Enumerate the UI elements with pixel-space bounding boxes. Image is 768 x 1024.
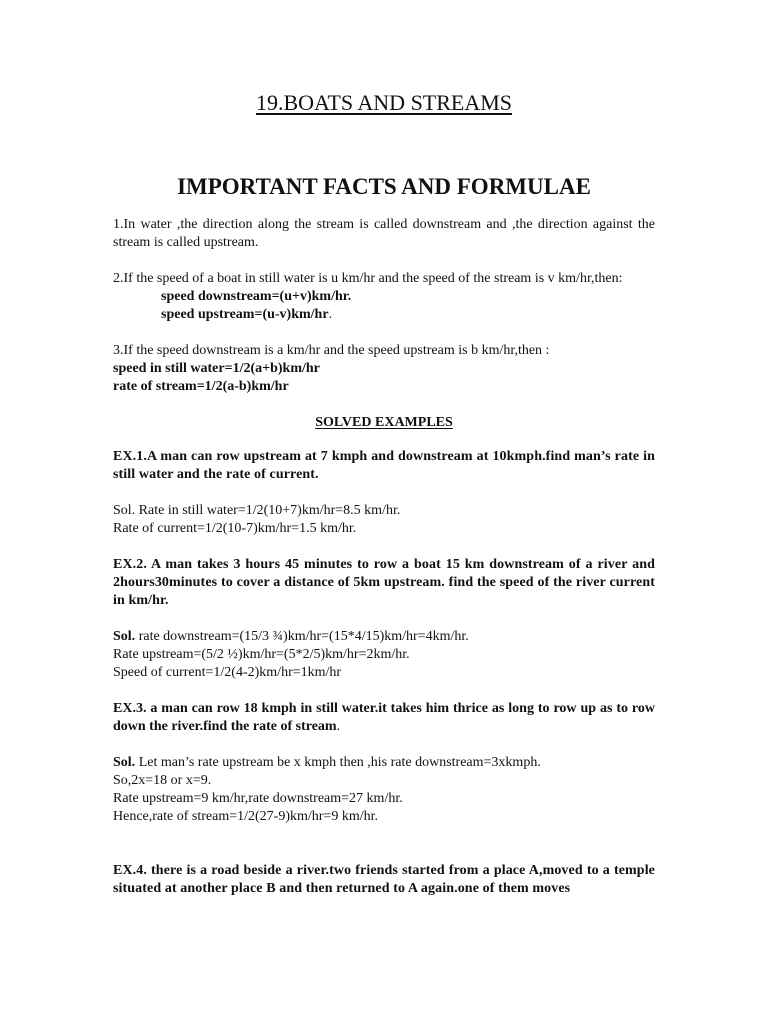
example-3-question-period: . [336,719,341,734]
example-3-solution-line-2: So,2x=18 or x=9. [113,773,212,788]
example-2-solution-line-3: Speed of current=1/2(4-2)km/hr=1km/hr [113,665,342,680]
example-3-question [113,700,655,736]
example-4-question: EX.4. there is a road beside a river.two friends started from a place A,moved to a temple situated at another place B and then returned to A again.one of them moves [113,863,655,896]
example-2-solution-line-2: Rate upstream=(5/2 ½)km/hr=(5*2/5)km/hr=2km/hr. [113,647,410,662]
example-2-sol-text: rate downstream=(15/3 ¾)km/hr=(15*4/15)km/hr=4km/hr. [135,629,469,644]
fact-2-downstream-formula: speed downstream=(u+v)km/hr. [161,289,352,304]
example-2-sol-label: Sol. [113,629,136,644]
fact-3-stream-formula: rate of stream=1/2(a-b)km/hr [113,379,289,394]
solved-examples-heading: SOLVED EXAMPLES [315,415,453,430]
example-3-solution-line-4: Hence,rate of stream=1/2(27-9)km/hr=9 km/hr. [113,809,378,824]
fact-2-upstream-formula [113,306,655,324]
example-3-sol-label: Sol. [113,755,136,770]
chapter-title: 19.BOATS AND STREAMS [255,90,513,115]
fact-1: 1.In water ,the direction along the stream is called downstream and ,the direction against the stream is called upstream. [113,217,655,250]
example-3-solution-line-3: Rate upstream=9 km/hr,rate downstream=27 km/hr. [113,791,403,806]
fact-2-intro: 2.If the speed of a boat in still water is u km/hr and the speed of the stream is v km/hr,then: [113,271,623,286]
example-1-solution-line-1: Sol. Rate in still water=1/2(10+7)km/hr=8.5 km/hr. [113,503,401,518]
fact-2-upstream-text: speed upstream=(u-v)km/hr [161,307,329,322]
fact-3-intro: 3.If the speed downstream is a km/hr and the speed upstream is b km/hr,then : [113,343,550,358]
fact-3-still-water-formula: speed in still water=1/2(a+b)km/hr [113,361,320,376]
example-2-question: EX.2. A man takes 3 hours 45 minutes to row a boat 15 km downstream of a river and 2hours30minutes to cover a distance of 5km upstream. find the speed of the river current in km/hr. [113,557,655,608]
section-title: IMPORTANT FACTS AND FORMULAE [177,174,591,199]
example-1-question: EX.1.A man can row upstream at 7 kmph and downstream at 10kmph.find man’s rate in still water and the rate of current. [113,449,655,482]
example-1-solution-line-2: Rate of current=1/2(10-7)km/hr=1.5 km/hr. [113,521,357,536]
document-body [113,216,655,898]
example-3-question-text: EX.3. a man can row 18 kmph in still water.it takes him thrice as long to row up as to row down the river.find the rate of stream [113,701,655,734]
example-2-solution-line-1 [113,628,655,646]
example-3-sol-text: Let man’s rate upstream be x kmph then ,his rate downstream=3xkmph. [135,755,541,770]
example-3-solution-line-1 [113,754,655,772]
fact-2-upstream-period: . [328,307,333,322]
